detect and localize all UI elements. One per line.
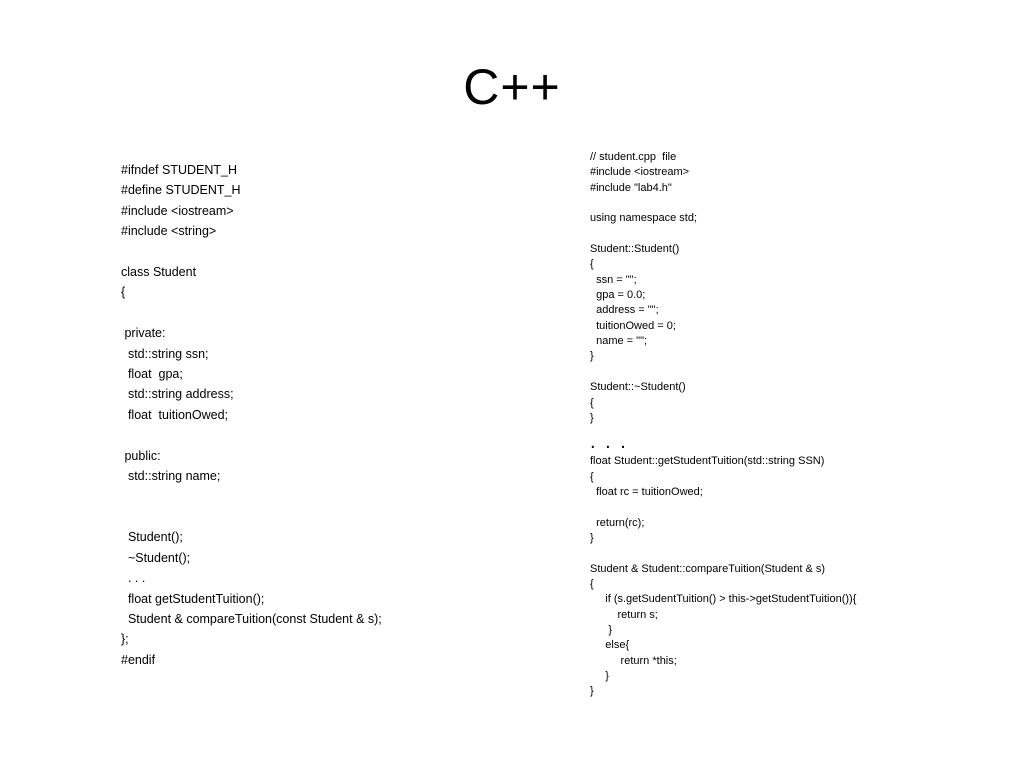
code-line: return s; bbox=[590, 608, 658, 621]
code-line: else{ bbox=[590, 639, 630, 652]
code-line bbox=[590, 500, 1010, 515]
code-line: Student::~Student() bbox=[590, 381, 686, 394]
source-file-code bbox=[590, 150, 1010, 700]
code-line: address = ""; bbox=[590, 304, 659, 317]
code-line: Student & compareTuition(const Student & s); bbox=[121, 611, 382, 626]
code-line: } bbox=[590, 623, 613, 636]
code-line: { bbox=[590, 396, 594, 409]
code-line: name = ""; bbox=[590, 335, 648, 348]
code-line: #endif bbox=[121, 652, 156, 667]
code-line: if (s.getSudentTuition() > this->getStudentTuition()){ bbox=[590, 593, 857, 606]
code-line: public: bbox=[121, 448, 161, 463]
code-line: class Student bbox=[121, 265, 197, 280]
code-line: float getStudentTuition(); bbox=[121, 591, 265, 606]
code-line: float gpa; bbox=[121, 367, 183, 382]
code-line: { bbox=[121, 285, 126, 300]
code-line bbox=[590, 546, 1010, 561]
code-line: } bbox=[590, 350, 594, 363]
code-line: using namespace std; bbox=[590, 212, 698, 225]
code-line: } bbox=[590, 670, 609, 682]
code-line bbox=[590, 227, 1010, 242]
code-line: float rc = tuitionOwed; bbox=[590, 485, 703, 498]
code-line bbox=[121, 507, 561, 527]
code-line: float tuitionOwed; bbox=[121, 407, 229, 422]
code-line: #include <string> bbox=[121, 224, 217, 239]
code-line: } bbox=[590, 411, 594, 424]
code-line: #include <iostream> bbox=[121, 203, 234, 218]
code-line: }; bbox=[121, 632, 129, 647]
code-line: ssn = ""; bbox=[590, 273, 637, 286]
code-line bbox=[121, 487, 561, 507]
code-line bbox=[121, 242, 561, 262]
code-line: std::string name; bbox=[121, 469, 221, 484]
code-line: #define STUDENT_H bbox=[121, 183, 241, 198]
code-line: { bbox=[590, 470, 594, 483]
code-line: ~Student(); bbox=[121, 550, 191, 565]
code-line: private: bbox=[121, 326, 166, 341]
header-file-code bbox=[121, 160, 561, 670]
code-line: std::string ssn; bbox=[121, 346, 209, 361]
code-line: return(rc); bbox=[590, 516, 645, 529]
code-line bbox=[590, 365, 1010, 380]
code-line: // student.cpp file bbox=[590, 151, 677, 163]
code-line: std::string address; bbox=[121, 387, 234, 402]
code-line: #include "lab4.h" bbox=[590, 181, 672, 194]
code-line: gpa = 0.0; bbox=[590, 289, 646, 302]
code-line: { bbox=[590, 258, 594, 271]
code-line: Student(); bbox=[121, 530, 183, 545]
code-line: tuitionOwed = 0; bbox=[590, 319, 676, 332]
code-line bbox=[121, 425, 561, 445]
code-line: float Student::getStudentTuition(std::string SSN) bbox=[590, 455, 825, 468]
code-line: Student::Student() bbox=[590, 243, 680, 256]
code-line: } bbox=[590, 531, 594, 544]
code-line bbox=[121, 303, 561, 323]
code-ellipsis: . . . bbox=[590, 431, 628, 454]
source-file-code-top bbox=[590, 150, 1010, 426]
code-line: { bbox=[590, 577, 594, 590]
code-line: return *this; bbox=[590, 654, 677, 667]
code-line: #include <iostream> bbox=[590, 166, 690, 179]
slide-title: C++ bbox=[463, 59, 561, 115]
source-file-code-bottom bbox=[590, 454, 1010, 700]
code-line: } bbox=[590, 685, 594, 698]
code-line: #ifndef STUDENT_H bbox=[121, 163, 238, 177]
code-line: Student & Student::compareTuition(Student & s) bbox=[590, 562, 826, 575]
code-line: . . . bbox=[121, 571, 146, 586]
code-line bbox=[590, 196, 1010, 211]
